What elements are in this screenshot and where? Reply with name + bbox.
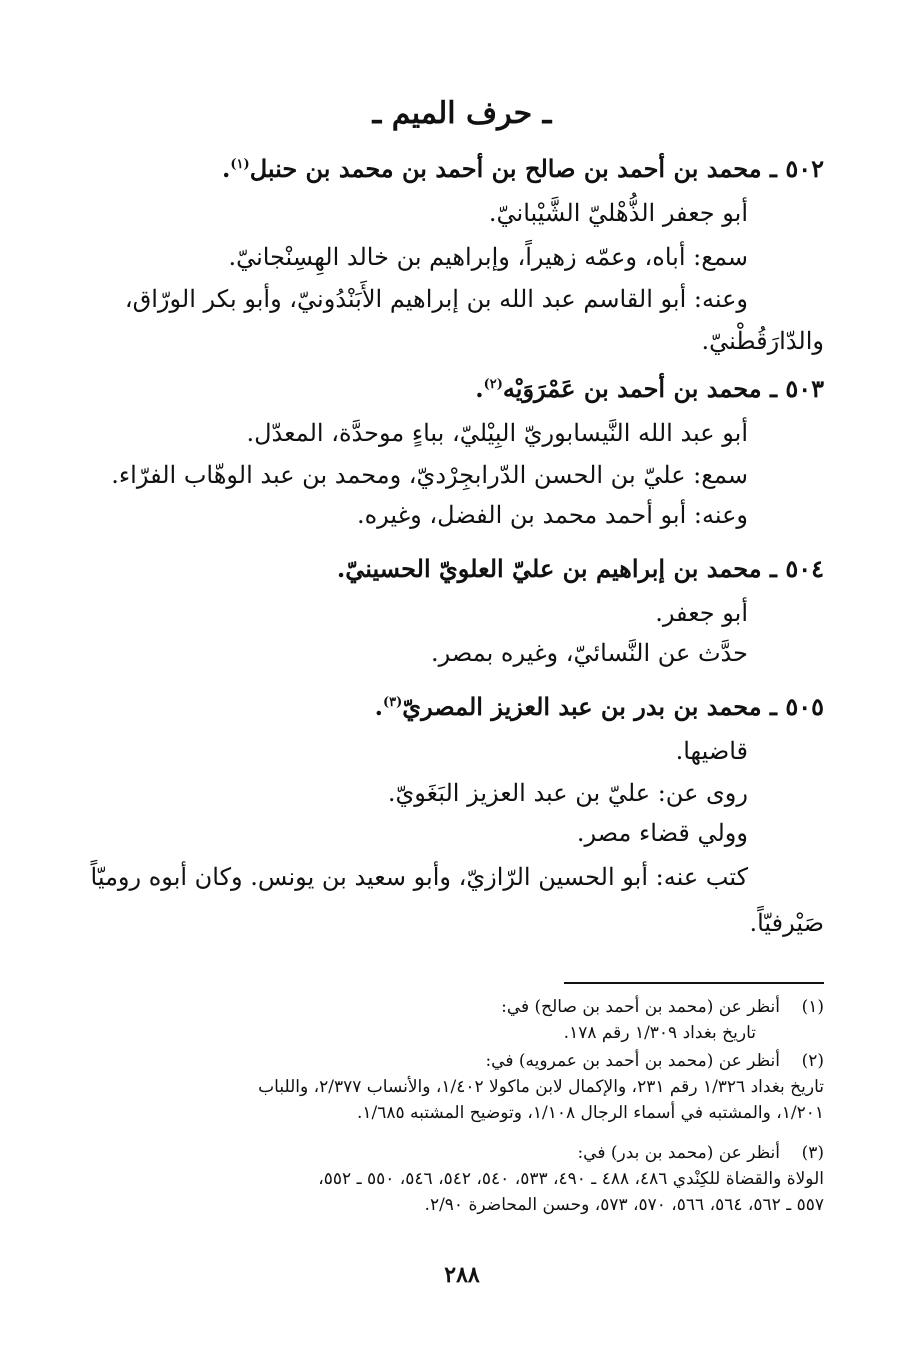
footnote: (٢)أنظر عن (محمد بن أحمد بن عمرويه) في: bbox=[80, 1048, 824, 1074]
footnote-number: (١) bbox=[801, 997, 824, 1017]
footnote-line: الولاة والقضاة للكِنْدي ٤٨٦، ٤٨٨ ـ ٤٩٠، ٥٣٣، ٥٤٠، ٥٤٢، ٥٤٦، ٥٥٠ ـ ٥٥٢، bbox=[318, 1169, 824, 1189]
footnote-ref: (١) bbox=[230, 157, 250, 172]
footnote: (٣)أنظر عن (محمد بن بدر) في: bbox=[80, 1140, 824, 1166]
entry-line: وعنه: أبو أحمد محمد بن الفضل، وغيره. bbox=[356, 501, 748, 529]
footnote-ref: (٢) bbox=[483, 377, 503, 392]
entry-line: كتب عنه: أبو الحسين الرّازيّ، وأبو سعيد بن يونس. وكان أبوه روميّاً bbox=[90, 863, 748, 891]
section-title: ـ حرف الميم ـ bbox=[372, 96, 552, 131]
entry-line: والدّارَقُطْنيّ. bbox=[701, 327, 824, 355]
entry-heading: ٥٠٤ ـ محمد بن إبراهيم بن عليّ العلويّ الحسينيّ. bbox=[336, 554, 824, 583]
page-number: ٢٨٨ bbox=[444, 1262, 480, 1288]
footnote-line: ٥٥٧ ـ ٥٦٢، ٥٦٤، ٥٦٦، ٥٧٠، ٥٧٣، وحسن المحاضرة ٢/٩٠. bbox=[424, 1195, 824, 1215]
entry-heading: ٥٠٥ ـ محمد بن بدر بن عبد العزيز المصريّ$^{(٣)}$. bbox=[374, 692, 824, 721]
entry-line: أبو عبد الله النَّيسابوريّ البِيْليّ، بباءٍ موحدَّة، المعدّل. bbox=[246, 419, 748, 447]
footnote-line: تاريخ بغداد ١/٣٠٩ رقم ١٧٨. bbox=[563, 1023, 756, 1043]
footnote-divider bbox=[564, 982, 824, 984]
entry-line: وعنه: أبو القاسم عبد الله بن إبراهيم الأَبَنْدُونيّ، وأبو بكر الورّاق، bbox=[124, 285, 748, 313]
entry-line: سمع: عليّ بن الحسن الدّرابجِرْديّ، ومحمد بن عبد الوهّاب الفرّاء. bbox=[111, 461, 748, 489]
entry-line: وولي قضاء مصر. bbox=[576, 819, 748, 847]
footnote-line: ١/٢٠١، والمشتبه في أسماء الرجال ١/١٠٨، وتوضيح المشتبه ١/٦٨٥. bbox=[356, 1103, 824, 1123]
entry-line: قاضيها. bbox=[675, 737, 748, 765]
footnote-number: (٢) bbox=[801, 1051, 824, 1071]
entry-line: أبو جعفر الذُّهْليّ الشَّيْبانيّ. bbox=[488, 199, 748, 227]
entry-heading: ٥٠٢ ـ محمد بن أحمد بن صالح بن أحمد بن محمد بن حنبل$^{(١)}$. bbox=[222, 154, 824, 183]
footnote-number: (٣) bbox=[801, 1143, 824, 1163]
entry-line: سمع: أباه، وعمّه زهيراً، وإبراهيم بن خالد الهِسِنْجانيّ. bbox=[228, 243, 748, 271]
footnote-line: تاريخ بغداد ١/٣٢٦ رقم ٢٣١، والإكمال لابن ماكولا ١/٤٠٢، والأنساب ٢/٣٧٧، واللباب bbox=[258, 1077, 824, 1097]
entry-line: حدَّث عن النَّسائيّ، وغيره بمصر. bbox=[431, 639, 748, 667]
entry-line: أبو جعفر. bbox=[655, 599, 748, 627]
entry-line: صَيْرفيّاً. bbox=[749, 909, 824, 937]
entry-line: روى عن: عليّ بن عبد العزيز البَغَويّ. bbox=[387, 779, 748, 807]
footnote-ref: (٣) bbox=[382, 695, 403, 710]
entry-heading: ٥٠٣ ـ محمد بن أحمد بن عَمْرَوَيْه$^{(٢)}$. bbox=[475, 374, 824, 403]
footnote: (١)أنظر عن (محمد بن أحمد بن صالح) في: bbox=[80, 994, 824, 1020]
